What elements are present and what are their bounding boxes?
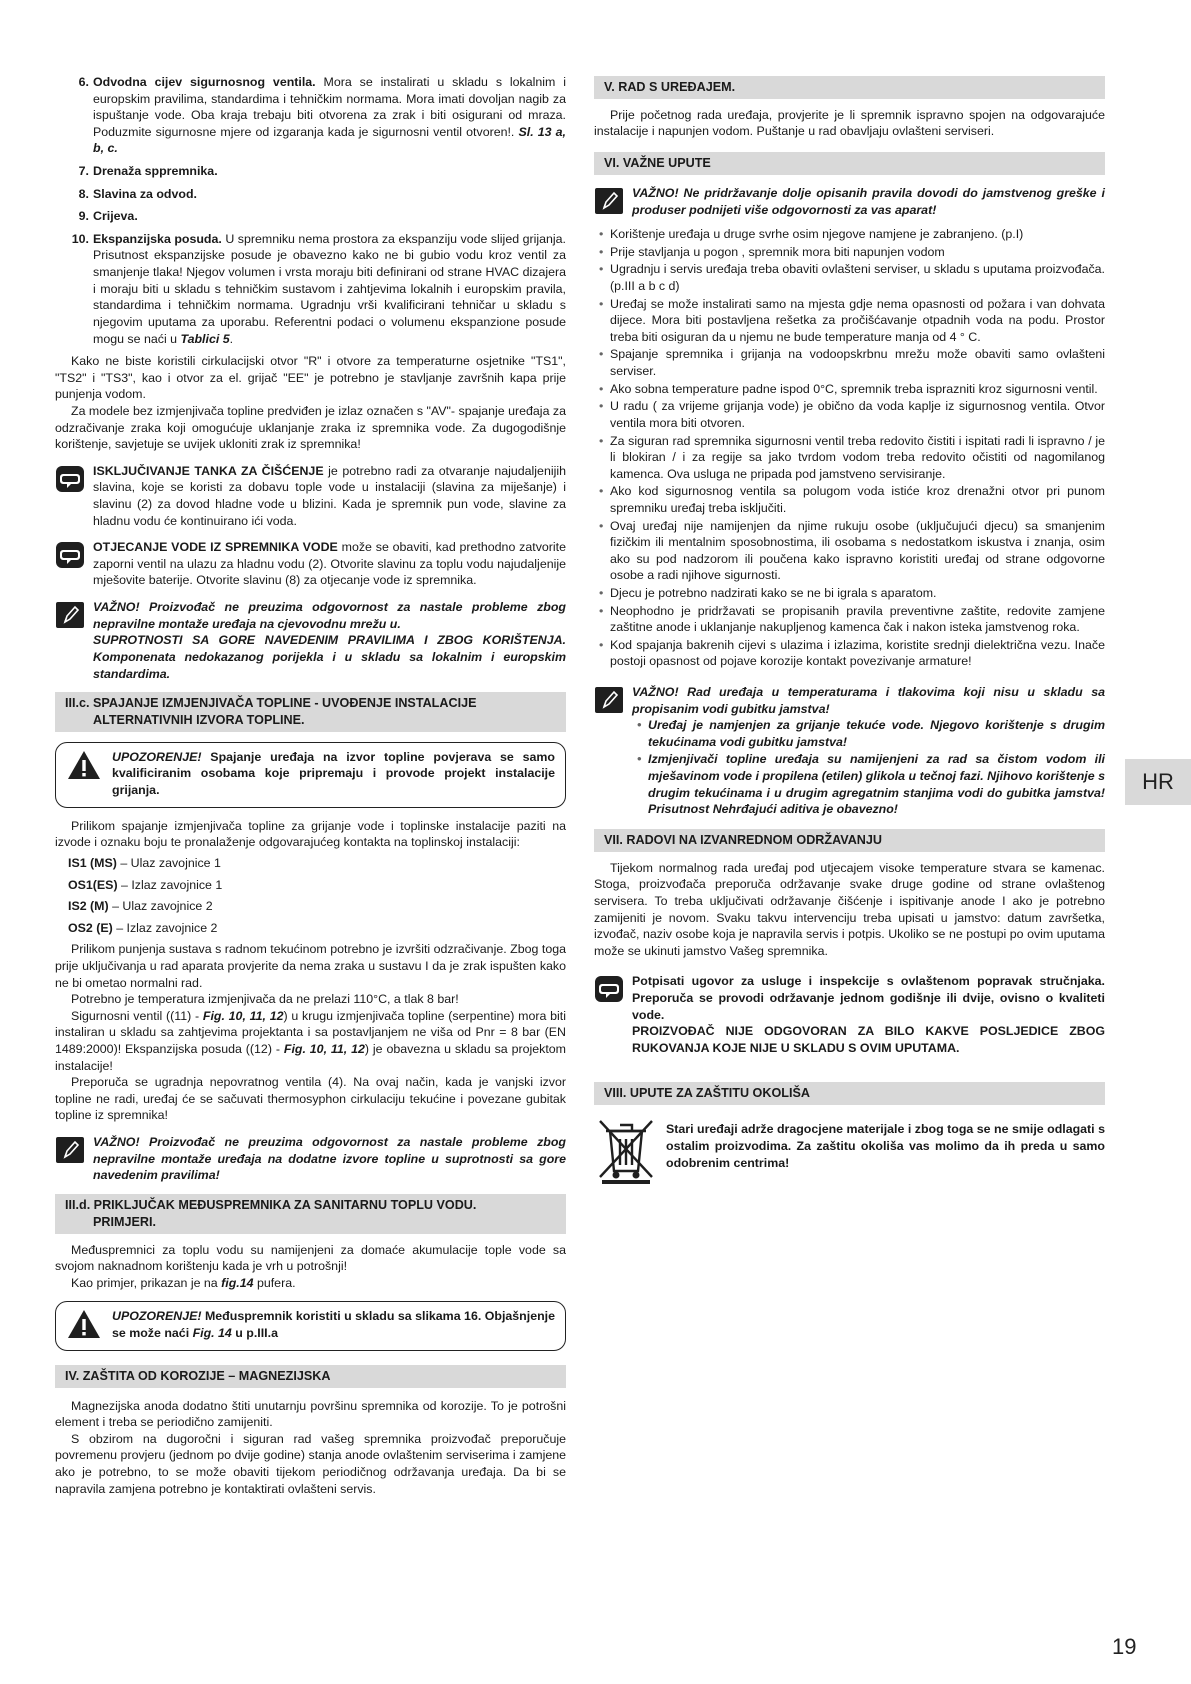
list-item: • Korištenje uređaja u druge svrhe osim njegove namjene je zabranjeno. (p.I) <box>594 226 1105 243</box>
term-desc: – Ulaz zavojnice 2 <box>108 899 213 914</box>
item-title: Slavina za odvod. <box>93 186 197 201</box>
item-text: Mora se instalirati u skladu s lokalnim i europskim pravilima, standardima i tehničkim normama. Mora imati dovoljan nagib za ispuštanje vode. Oba kraja trebaju biti otvorena za zrak i biti osigurani od mraza. Poduzmite sigurnosne mjere od izgaranja kada je sigurnosni ventil otvoren!. <box>93 75 566 139</box>
list-item: • Ako sobna temperature padne ispod 0°C, spremnik treba isprazniti kroz sigurnosni ventil. <box>594 381 1105 398</box>
section-heading-5: V. RAD S UREĐAJEM. <box>594 76 1105 99</box>
figure-ref: fig.14 <box>221 1275 254 1290</box>
item-end: . <box>229 331 234 346</box>
section-heading-8: VIII. UPUTE ZA ZAŠTITU OKOLIŠA <box>594 1082 1105 1105</box>
instructions-list <box>594 226 1105 670</box>
text-part: ) je obavezna u skladu sa projektom instalacije! <box>55 1042 566 1073</box>
term-code: IS2 (M) <box>68 899 109 914</box>
important-text: VAŽNO! Rad uređaja u temperaturama i tlakovima koji nisu u skladu sa propisanim vodi gubitku jamstva! <box>632 685 1105 716</box>
item-title: Odvodna cijev sigurnosnog ventila. <box>93 75 316 89</box>
paragraph: Međuspremnici za toplu vodu su namijenjeni za domaće akumulacije tople vode sa svojom naknadnom korištenju kada je vrh u potrošnji! <box>55 1242 566 1274</box>
important-note-4 <box>594 684 1105 819</box>
list-item: • Ako kod sigurnosnog ventila sa polugom voda istiće kroz drenažni otvor pri punom spremniku uređaj treba isključiti. <box>594 483 1105 516</box>
note-icon <box>55 541 85 569</box>
paragraph: Prije početnog rada uređaja, provjerite je li spremnik ispravno spojen na odgovarajuće instalacije i napunjen vodom. Puštanje u rad obavljaju ovlašteni serviseri. <box>594 107 1105 139</box>
figure-ref: Fig. 10, 11, 12 <box>283 1042 365 1056</box>
list-item: • Uređaj je namjenjen za grijanje tekuće vode. Njegovo korištenje s drugim tekućinama vodi gubitku jamstva! <box>632 717 1105 750</box>
warning-text: Međuspremnik koristiti u skladu sa slikama 16. Objašnjenje se može naći <box>112 1309 555 1341</box>
heading-line: III.c. SPAJANJE IZMJENJIVAČA TOPLINE - UVOĐENJE INSTALACIJE <box>65 696 477 711</box>
paragraph: Preporuča se ugradnja nepovratnog ventila (4). Na ovaj način, kada je vanjski izvor topline ne radi, uređaj će se sačuvati thermosyphon cirkulaciju tekućine i povezane gubitak topline iz spremnika! <box>55 1075 566 1123</box>
item-title: Drenaža sppremnika. <box>93 164 218 179</box>
important-text: VAŽNO! Proizvođač ne preuzima odgovornost za nastale probleme zbog nepravilne montaže uređaja na cjevovodnu mrežu u. <box>93 600 566 631</box>
term-code: OS2 (E) <box>68 920 113 935</box>
list-item: • Za siguran rad spremnika sigurnosni ventil treba redovito čistiti i ispitati radi li ispravno / je li blokiran / i za regije sa jako tvrdom vodom treba redovito očistiti od nagomilanog kamenca. Ova usluga ne pripada pod jamstveno servisiranje. <box>594 433 1105 483</box>
term-row <box>68 855 566 872</box>
note-draining <box>55 539 566 589</box>
item-number: 7. <box>78 164 89 179</box>
important-note-3 <box>594 185 1105 218</box>
pencil-icon <box>594 686 624 714</box>
left-column <box>55 74 566 1497</box>
pencil-icon <box>594 187 624 215</box>
list-item-7 <box>55 163 566 180</box>
important-text-caps: SUPROTNOSTI SA GORE NAVEDENIM PRAVILIMA I ZBOG KORIŠTENJA. Komponenata nedokazanog porijekla i u skladu sa lokalnim i europskim standardima. <box>93 633 566 681</box>
item-number: 6. <box>78 75 89 89</box>
text-part: pufera. <box>253 1275 296 1290</box>
paragraph: Potrebno je temperatura izmjenjivača da ne prelazi 110°C, a tlak 8 bar! <box>71 992 459 1007</box>
text-part: Sigurnosni ventil ((11) - <box>71 1008 203 1023</box>
warning-icon <box>66 1308 102 1340</box>
list-item: • Djecu je potrebno nadzirati kako se ne bi igrala s aparatom. <box>594 585 1105 602</box>
figure-ref: Sl. 13 a, b, c. <box>93 124 566 156</box>
list-item: • Uređaj se može instalirati samo na mjesta gdje nema opasnosti od požara i van dohvata dijece. Mora biti postavljena rešetka za pročišćavanje otpadnih voda na podu. Prostor treba biti osiguran da u njemu ne bude temperature manja od 4 ° C. <box>594 296 1105 346</box>
term-row <box>68 877 566 894</box>
note-text-caps: PROIZVOĐAČ NIJE ODGOVORAN ZA BILO KAKVE POSLJEDICE ZBOG RUKOVANJA KOJE NIJE U SKLADU S OVIM UPUTAMA. <box>632 1024 1105 1055</box>
term-row <box>68 898 566 915</box>
item-title: Ekspanzijska posuda. <box>93 231 222 246</box>
note-text: može se obaviti, kad prethodno zatvorite zaporni ventil na ulazu za hladnu vodu (2). Otvorite slavinu za toplu vodu najudaljenije mješovite baterije. Otvorite slavinu (8) za otjecanje vode iz spremnika. <box>93 540 566 588</box>
list-item: • Spajanje spremnika i grijanja na vodoopskrbnu mrežu može obaviti samo ovlašteni serviser. <box>594 346 1105 379</box>
list-item-9 <box>55 208 566 225</box>
paragraph: Tijekom normalnog rada uređaj pod utjecajem visoke temperature stvara se kamenac. Stoga, proizvođača preporuča održavanje svake druge godine od strane ovlaštenog servisera. To treba uključivati održavanje čišćenje i ispitivanje anode I ako je potrebno zamijeniti je novom. Svaku takvu intervenciju treba upisati u jamstvo: datum završetka, izvođač, naziv osobe koja je napravila servis i potpis. Ukoliko se ne postupi po ovim uputama može se ukinuti jamstvo Vašeg spremnika. <box>594 860 1105 958</box>
list-item: • U radu ( za vrijeme grijanja vode) je obično da voda kaplje iz sigurnosnog ventila. Otvor ventila mora biti otvoren. <box>594 398 1105 431</box>
wheelie-bin-crossed-icon <box>594 1115 658 1185</box>
figure-ref: Fig. 14 <box>192 1326 232 1341</box>
text-part: ) u krugu izmjenjivača topline (serpentine) mora biti instaliran u skladu sa zahtjevima projektanta i sa postavljanjem ne viša od Pnr = 8 bar (EN 1489:2000)! Ekspanzijska posuda ((12) - <box>55 1008 566 1056</box>
list-item: • Ugradnju i servis uređaja treba obaviti ovlašteni serviser, u skladu s uputama proizvođača. (p.III a b c d) <box>594 261 1105 294</box>
list-item: • Neophodno je pridržavati se propisanih pravila preventivne zaštite, redovite zamjene zaštitne anode i uklanjanje nakupljenog kamenca čak i nakon isteka jamstvenog roka. <box>594 603 1105 636</box>
pencil-icon <box>55 601 85 629</box>
note-title: OTJECANJE VODE IZ SPREMNIKA VODE <box>93 540 338 555</box>
list-item-8 <box>55 186 566 203</box>
right-column <box>594 74 1105 1193</box>
note-icon <box>594 975 624 1003</box>
item-number: 9. <box>78 209 89 224</box>
term-code: OS1(ES) <box>68 877 118 892</box>
warning-title: UPOZORENJE! <box>112 749 202 764</box>
paragraph: S obzirom na dugoročni i siguran rad vašeg spremnika proizvođač preporučuje povremenu provjeru (jednom po dvije godine) stanja anode ovlaštenim serviserima i zamjene ako je potrebno, to se može obaviti tijekom periodičnog održavanja uređaja. Da bi se napravila zamjena potrebno je kontaktirati ovlašteni servis. <box>55 1431 566 1496</box>
note-service <box>594 973 1105 1056</box>
paragraph: Kako ne biste koristili cirkulacijski otvor "R" i otvore za temperaturne osjetnike "TS1", "TS2" i "TS3", kao i otvor za el. grijač "EE" je potrebno je stavljanje završnih kapa prije punjenja vodom. <box>55 354 566 402</box>
page-number: 19 <box>1112 1634 1137 1659</box>
warning-box-1 <box>55 742 566 808</box>
paragraph: Za modele bez izmjenjivača topline predviđen je izlaz označen s "AV"- spajanje uređaja za odzračivanje zraka koji omogućuje uklanjanje zraka iz spremnika vode. Za dugogodišnje korištenje, savjetuje se uvijek ukloniti zrak iz spremnika! <box>55 403 566 452</box>
term-row <box>68 920 566 937</box>
paragraph: Prilikom spajanje izmjenjivača topline za grijanje vode i toplinske instalacije paziti na izvode i oznaku boju te pronalaženje odgovarajućeg kontakta na toplinskoj instalaciji: <box>55 818 566 850</box>
important-note-1 <box>55 599 566 682</box>
list-item: • Ovaj uređaj nije namijenjen da njime rukuju osobe (uključujući djecu) sa smanjenim fizičkim ili mentalnim sposobnostima, ili osobama s nedostatkom iskustva i znanja, osim ako su pod nadzorom ili poučena kako ispravno koristiti uređaj od strane odgovorne osobe a radi njihove sigurnosti. <box>594 518 1105 584</box>
note-icon <box>55 465 85 493</box>
language-tab: HR <box>1125 759 1191 805</box>
heading-line: ALTERNATIVNIH IZVORA TOPLINE. <box>93 712 305 727</box>
paragraph <box>55 1275 566 1292</box>
environment-text: Stari uređaji adrže dragocjene materijale i zbog toga se ne smije odlagati s ostalim proizvodima. Za zaštitu okoliša vas molimo da ih preda u samo odobrenim centrima! <box>666 1122 1105 1170</box>
list-item-10 <box>55 231 566 347</box>
term-desc: – Izlaz zavojnice 1 <box>117 877 223 892</box>
paragraph: Magnezijska anoda dodatno štiti unutarnju površinu spremnika od korozije. To je potrošni element i treba se periodično zamijeniti. <box>55 1398 566 1430</box>
warning-title: UPOZORENJE! <box>112 1309 202 1324</box>
heading-line: PRIMJERI. <box>93 1214 156 1229</box>
note-text: Potpisati ugovor za usluge i inspekcije s ovlaštenom popravak stručnjaka. Preporuča se provodi održavanje jednom godišnje ili dvije, ovisno o kvaliteti vode. <box>632 974 1105 1022</box>
list-item: • Kod spajanja bakrenih cijevi s ulazima i izlazima, koristite srednji dielektrična vezu. Inače postoji opasnost od pojave korozije kontakt povezivanje armature! <box>594 637 1105 670</box>
section-heading-3d <box>55 1194 566 1234</box>
figure-ref: Fig. 10, 11, 12 <box>202 1008 284 1023</box>
list-item: • Izmjenjivači topline uređaja su namijenjeni za rad sa čistom vodom ili mješavinom vode i propilena (etilen) glikola u tečnoj fazi. Njihovo korištenje s drugim tekućinama i u drugim agregatnim stanjima vodi do gubitka jamstva! Prisutnost Nehrđajući aditiva je obavezno! <box>632 751 1105 817</box>
warning-box-2 <box>55 1301 566 1350</box>
item-text: U spremniku nema prostora za ekspanziju vode slijed grijanja. Prisutnost ekspanzijske posude je obavezno kako ne bi gubio vodu kroz ventil za smanjenje tlaka! Njegov volumen i vrsta moraju biti definirani od strane HVAC dizajera i moraju biti u skladu s tehničkim sustavom i zahtjevima lokalnih i europskim pravila, standardima i tehničkim normama. Ugradnju vrši kvalificirani tehničar u skladu s njegovim uputama za uporabu. Referentni podaci o volumenu ekspanzione posude mogu se naći u <box>93 231 566 346</box>
note-cleaning <box>55 463 566 529</box>
section-heading-3c <box>55 692 566 732</box>
list-item-6 <box>55 74 566 157</box>
note-title: ISKLJUČIVANJE TANKA ZA ČIŠĆENJE <box>93 463 324 478</box>
environment-note <box>594 1115 1105 1185</box>
important-note-2 <box>55 1134 566 1184</box>
text-part: Kao primjer, prikazan je na <box>71 1275 222 1290</box>
warning-text: Spajanje uređaja na izvor topline povjerava se samo kvalificiranim osobama koje pripremaju i provode projekt instalacije grijanja. <box>112 749 555 798</box>
paragraph: Prilikom punjenja sustava s radnom tekućinom potrebno je izvršiti odzračivanje. Zbog toga prije uključivanja u rad aparata provjerite da nema zraka u sustavu I da je zrak ispušten kako ne bi ometao normalni rad. <box>55 942 566 990</box>
important-text: VAŽNO! Proizvođač ne preuzima odgovornost za nastale probleme zbog nepravilne montaže uređaja na dodatne izvore topline u suprotnosti sa gore navedenim pravilima! <box>93 1135 566 1183</box>
item-title: Crijeva. <box>93 209 138 224</box>
paragraph <box>55 1008 566 1074</box>
term-desc: – Ulaz zavojnice 1 <box>116 855 221 870</box>
section-heading-7: VII. RADOVI NA IZVANREDNOM ODRŽAVANJU <box>594 829 1105 852</box>
warning-icon <box>66 749 102 781</box>
item-number: 8. <box>78 186 89 201</box>
term-desc: – Izlaz zavojnice 2 <box>112 920 218 935</box>
pencil-icon <box>55 1136 85 1164</box>
section-heading-6: VI. VAŽNE UPUTE <box>594 152 1105 175</box>
warning-text: u p.III.a <box>231 1326 278 1341</box>
heading-line: III.d. PRIKLJUČAK MEĐUSPREMNIKA ZA SANITARNU TOPLU VODU. <box>65 1197 477 1212</box>
table-ref: Tablici 5 <box>180 331 230 346</box>
important-text: VAŽNO! Ne pridržavanje dolje opisanih pravila dovodi do jamstvenog greške i produser podnijeti više odgovornosti za vas aparat! <box>632 185 1105 217</box>
term-code: IS1 (MS) <box>68 855 117 870</box>
section-heading-4: IV. ZAŠTITA OD KOROZIJE – MAGNEZIJSKA <box>55 1365 566 1388</box>
note-text: je potrebno radi za otvaranje najudaljenijih slavina, koje se koristi za dobavu tople vode u instalaciji (slavina za miješanje) i slavinu (2) za dovod hladne vode u blizini. Kada je spremnik pun vode, slavine za hladnu vodu će kontinuirano ići voda. <box>93 463 566 528</box>
list-item: • Prije stavljanja u pogon , spremnik mora biti napunjen vodom <box>594 244 1105 261</box>
item-number: 10. <box>71 231 89 246</box>
